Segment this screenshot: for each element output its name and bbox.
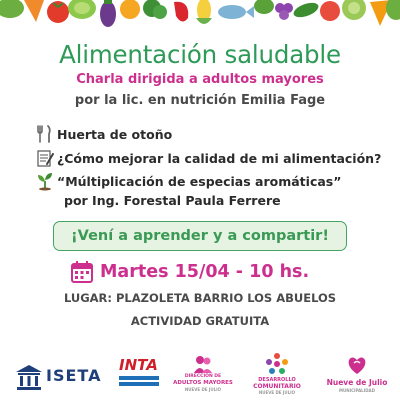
topic-item xyxy=(35,148,381,168)
cta-banner xyxy=(53,221,347,251)
topic-label: ¿Cómo mejorar la calidad de mi alimentación? xyxy=(57,150,382,166)
subtitle: Charla dirigida a adultos mayores xyxy=(76,72,324,87)
seedling-icon xyxy=(35,171,55,191)
desarrollo-line2: COMUNITARIO xyxy=(253,383,301,390)
date-text: Martes 15/04 - 10 hs. xyxy=(100,262,310,282)
desarrollo-line1: DESARROLLO xyxy=(258,377,296,383)
municipio-line2: MUNICIPALIDAD xyxy=(339,388,375,393)
iseta-text: ISETA xyxy=(46,366,102,385)
municipio-line1: Nueve de Julio xyxy=(326,378,388,387)
topic-item xyxy=(35,171,341,191)
presenter-line: por la lic. en nutrición Emilia Fage xyxy=(74,93,326,108)
topic-label: “Múltiplicación de especias aromáticas” xyxy=(57,173,342,189)
topic-item xyxy=(35,124,172,144)
adultos-line2: ADULTOS MAYORES xyxy=(173,380,233,386)
inta-logo xyxy=(119,356,159,392)
heart-logo-icon xyxy=(346,354,368,376)
desarrollo-line3: NUEVE DE JULIO xyxy=(258,390,296,395)
adultos-mayores-logo xyxy=(171,354,235,398)
iseta-logo xyxy=(14,360,106,394)
sponsor-logos xyxy=(0,350,400,400)
veg-corn-icon xyxy=(196,0,212,24)
inta-text: INTA xyxy=(119,356,158,374)
event-date xyxy=(70,259,309,285)
adultos-line1: DIRECCIÓN DE xyxy=(184,374,222,379)
location-text: LUGAR: PLAZOLETA BARRIO LOS ABUELOS xyxy=(63,291,337,305)
desarrollo-comunitario-logo xyxy=(245,352,309,398)
vegetable-banner xyxy=(0,0,400,32)
people-icon xyxy=(193,354,213,374)
fork-knife-icon xyxy=(35,124,55,144)
community-circle-icon xyxy=(265,352,289,376)
page-title: Alimentación saludable xyxy=(59,40,341,69)
calendar-icon xyxy=(70,260,94,284)
municipalidad-logo xyxy=(322,354,392,398)
notepad-icon xyxy=(35,148,55,168)
adultos-line3: NUEVE DE JULIO xyxy=(184,387,222,392)
cta-text: ¡Vení a aprender y a compartir! xyxy=(71,228,329,244)
veg-tomato-icon xyxy=(47,1,69,23)
topic-label: Huerta de otoño xyxy=(57,126,173,142)
veg-apple-icon xyxy=(320,1,340,21)
building-icon xyxy=(14,362,44,392)
free-activity-text: ACTIVIDAD GRATUITA xyxy=(130,314,270,328)
topic-speaker: por Ing. Forestal Paula Ferrere xyxy=(64,193,281,208)
